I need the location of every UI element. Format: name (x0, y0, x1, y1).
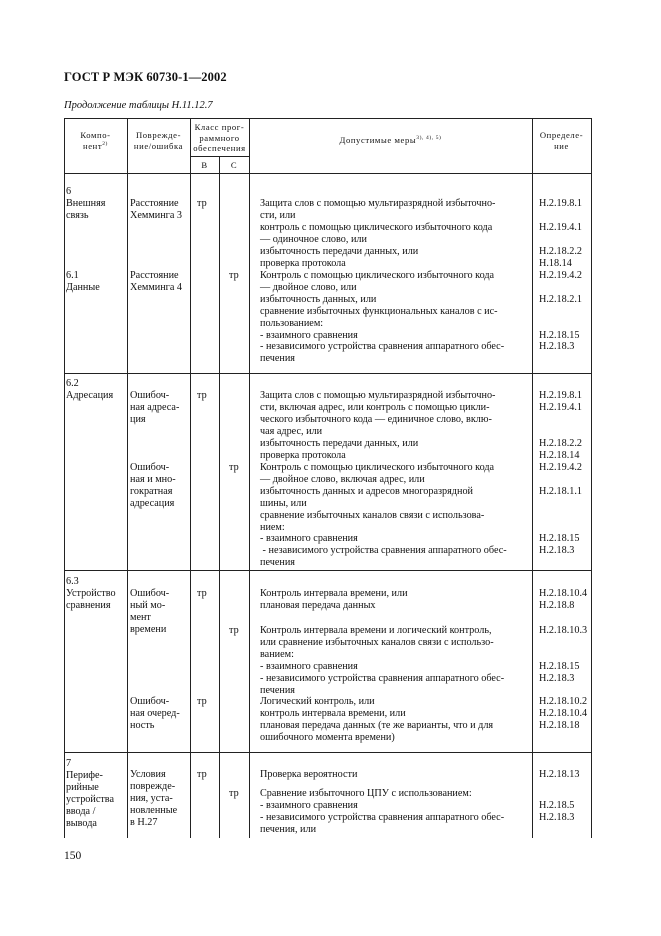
header-definition: Определе- ние (539, 130, 584, 151)
component-6: 6 Внешняя связь (66, 186, 106, 221)
header-class-b: B (201, 160, 208, 170)
definitions-6-3-c: H.2.18.10.2 H.2.18.10.4 H.2.18.18 (539, 696, 588, 731)
measures-6-3-c: Логический контроль, или контроль интервала времени, или плановая передача данных (те же варианты, что и для ошибочного момента времени) (260, 696, 494, 743)
measures-6-b: Контроль с помощью циклического избыточного кода — двойное слово, или избыточность данных, или сравнение избыточных функциональных каналов с ис- пользованием: - взаимного сравнения - независимого устройства сравнения аппаратного обес- печения (260, 270, 505, 365)
measures-6-3-a: Контроль интервала времени, или плановая передача данных (260, 588, 408, 611)
header-component: Компо- нент$^{2)}$ (80, 130, 111, 151)
class-c-mark: тр (229, 270, 239, 281)
table-top-border (64, 118, 591, 119)
definitions-6-2-a: H.2.19.8.1 H.2.19.4.1 H.2.18.2.2 H.2.18.14 (539, 390, 583, 461)
measures-6-2-b: Контроль с помощью циклического избыточного кода — двойное слово, включая адрес, или избыточность данных и адресов многоразрядной шины, или сравнение избыточных каналов связи с использова- нием: - взаимного сравнения - независимого устройства сравнения аппаратного обес- печения (260, 462, 507, 569)
header-fault: Поврежде- ние/ошибка (133, 130, 184, 151)
table-continuation-caption: Продолжение таблицы H.11.12.7 (64, 100, 213, 111)
class-b-mark: тр (197, 769, 207, 780)
class-c-mark: тр (229, 462, 239, 473)
page-number: 150 (64, 850, 82, 862)
component-6-3: 6.3 Устройство сравнения (66, 576, 116, 611)
col-divider-fault (190, 118, 191, 838)
col-divider-measures (532, 118, 533, 838)
fault-wrong-timing: Ошибоч- ный мо- мент времени (130, 588, 170, 635)
definitions-7-a: H.2.18.13 (539, 769, 580, 780)
definitions-6-3-b: H.2.18.10.3 H.2.18.15 H.2.18.3 (539, 625, 588, 684)
header-class-c: C (230, 160, 238, 170)
measures-7-a: Проверка вероятности (260, 769, 358, 780)
header-software-class: Класс прог- раммного обеспечения (193, 122, 246, 153)
fault-hamming-4: Расстояние Хемминга 4 (130, 270, 183, 293)
table-right-border (591, 118, 592, 838)
definitions-6-2-b: H.2.19.4.2 H.2.18.1.1 H.2.18.15 H.2.18.3 (539, 462, 583, 557)
col-divider-component (127, 118, 128, 838)
fault-multiple-addressing: Ошибоч- ная и мно- гократная адресация (130, 462, 176, 509)
document-header: ГОСТ Р МЭК 60730-1—2002 (64, 70, 227, 84)
header-measures: Допустимые меры$^{3), 4), 5)}$ (339, 135, 442, 145)
class-c-mark: тр (229, 788, 239, 799)
fault-wrong-addressing: Ошибоч- ная адреса- ция (130, 390, 180, 425)
fault-hamming-3: Расстояние Хемминга 3 (130, 198, 183, 221)
class-b-mark: тр (197, 198, 207, 209)
fault-conditions-h27: Условия поврежде- ния, уста- новленные в H.27 (130, 769, 178, 828)
class-b-mark: тр (197, 390, 207, 401)
definitions-6-3-a: H.2.18.10.4 H.2.18.8 (539, 588, 588, 611)
measures-7-b: Сравнение избыточного ЦПУ с использованием: - взаимного сравнения - независимого устройства сравнения аппаратного обес- печения, или (260, 788, 505, 835)
component-6-2: 6.2 Адресация (66, 378, 114, 401)
definitions-6-a: H.2.19.8.1 H.2.19.4.1 H.2.18.2.2 H.18.14 (539, 198, 583, 269)
fault-wrong-sequence: Ошибоч- ная очеред- ность (130, 696, 180, 731)
measures-6-2-a: Защита слов с помощью мультиразрядной избыточно- сти, включая адрес, или контроль с помощью цикли- ческого избыточного кода — единичное слово, вклю- чая адрес, или избыточность передачи данных, или проверка протокола (260, 390, 496, 461)
row-divider-6-62 (64, 373, 591, 374)
row-divider-63-7 (64, 752, 591, 753)
header-bottom-border (64, 173, 591, 174)
measures-6-3-b: Контроль интервала времени и логический контроль, или сравнение избыточных каналов связи с использо- ванием: - взаимного сравнения - независимого устройства сравнения аппаратного обес- печения (260, 625, 505, 696)
measures-6-a: Защита слов с помощью мультиразрядной избыточно- сти, или контроль с помощью циклического избыточного кода — одиночное слово, или избыточность передачи данных, или проверка протокола (260, 198, 496, 269)
row-divider-62-63 (64, 570, 591, 571)
component-6-1: 6.1 Данные (66, 270, 100, 293)
class-c-mark: тр (229, 625, 239, 636)
component-7: 7 Перифе- рийные устройства ввода / вывода (66, 758, 115, 829)
col-divider-class-b-c (219, 156, 220, 838)
definitions-7-b: H.2.18.5 H.2.18.3 (539, 799, 575, 823)
table-left-border (64, 118, 65, 838)
class-b-mark: тр (197, 588, 207, 599)
col-divider-class (249, 118, 250, 838)
class-b-mark: тр (197, 696, 207, 707)
definitions-6-b: H.2.19.4.2 H.2.18.2.1 H.2.18.15 H.2.18.3 (539, 270, 583, 353)
